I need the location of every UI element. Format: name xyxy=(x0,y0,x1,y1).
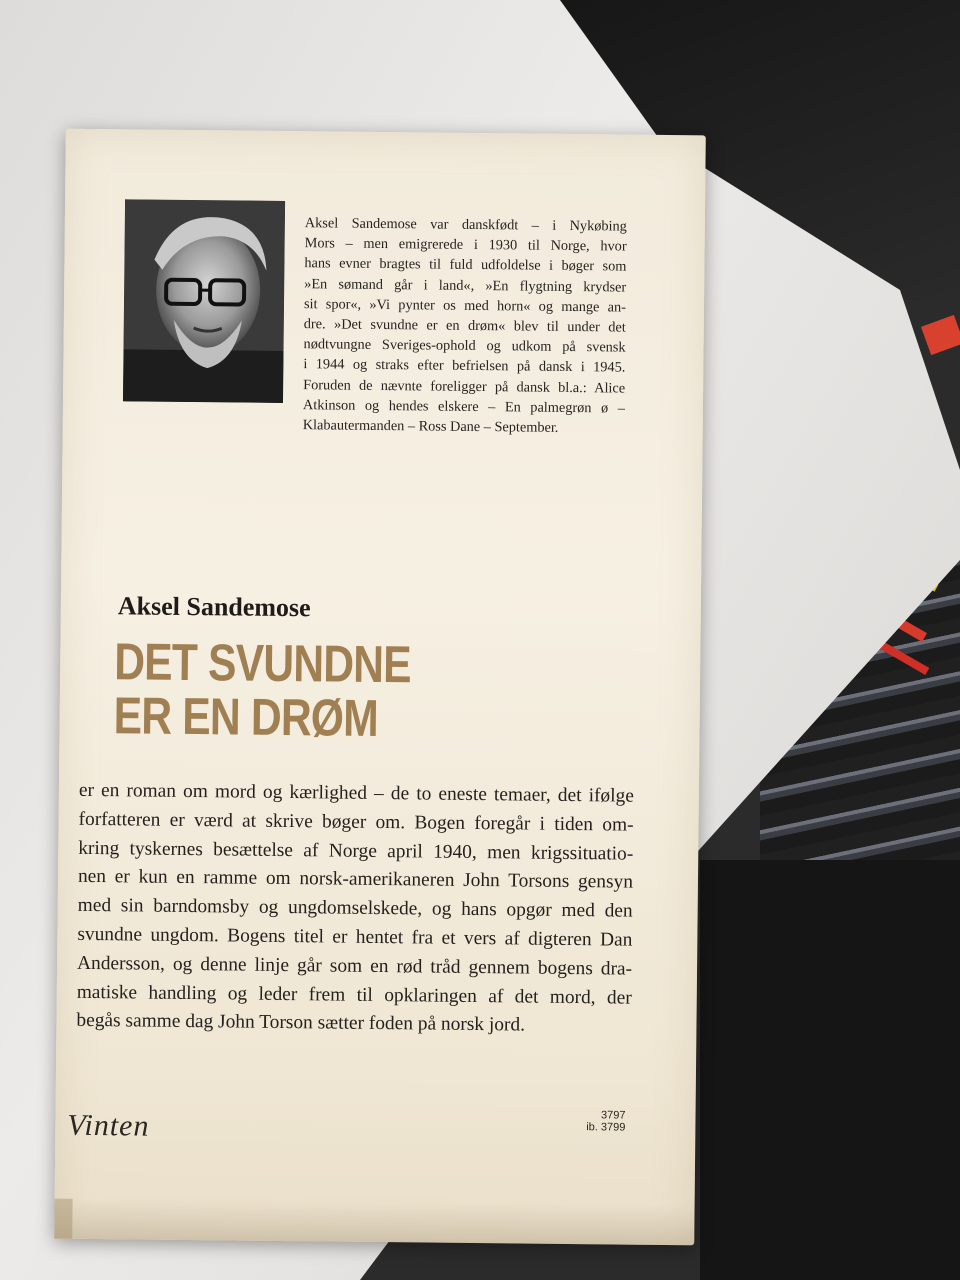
book-title-line: ER EN DRØM xyxy=(113,687,379,748)
author-portrait-image xyxy=(123,199,285,403)
author-portrait xyxy=(123,199,285,403)
catalog-code: ib. 3799 xyxy=(586,1121,626,1134)
blurb-line: svundne ungdom. Bogens titel er hentet fra et vers af digteren Dan xyxy=(77,923,633,951)
blurb-line: begås samme dag John Torson sætter foden på norsk jord. xyxy=(76,1010,526,1036)
blurb-line: Andersson, og denne linje går som en rød tråd gennem bogens dra- xyxy=(76,952,633,980)
book-blurb xyxy=(76,777,634,1042)
book-back-cover xyxy=(54,129,706,1246)
blurb-line: nen er kun en ramme om norsk-amerikaneren John Torsons gensyn xyxy=(77,866,634,894)
bio-line: Klabautermanden – Ross Dane – September. xyxy=(302,417,559,436)
bio-line: hans evner bragtes til fuld udfoldelse i bøger som xyxy=(304,255,627,275)
cover-wear-mark xyxy=(54,1199,72,1239)
catalog-codes xyxy=(586,1109,625,1133)
author-name: Aksel Sandemose xyxy=(117,591,311,623)
bio-line: Atkinson og hendes elskere – En palmegrøn ø – xyxy=(302,397,626,417)
bio-line: Mors – men emigrerede i 1930 til Norge, hvor xyxy=(304,235,627,255)
blurb-line: matiske handling og leder frem til opklaringen af det mord, der xyxy=(76,981,632,1009)
background-dark-object xyxy=(700,860,960,1280)
blurb-line: forfatteren er værd at skrive bøger om. Bogen foregår i tiden om- xyxy=(78,808,634,836)
publisher-logo: Vinten xyxy=(67,1108,150,1143)
author-bio xyxy=(303,213,627,439)
bio-line: dre. »Det svundne er en drøm« blev til under det xyxy=(303,316,626,336)
bio-line: Aksel Sandemose var danskfødt – i Nykøbing xyxy=(304,215,627,235)
bio-line: i 1944 og straks efter befrielsen på dansk i 1945. xyxy=(303,356,626,376)
bio-line: nødtvungne Sveriges-ophold og udkom på svensk xyxy=(303,336,626,356)
blurb-line: er en roman om mord og kærlighed – de to eneste temaer, det ifølge xyxy=(78,779,634,807)
blurb-line: med sin barndomsby og ungdomselskede, og hans opgør med den xyxy=(77,895,633,922)
bio-line: »En sømand går i land«, »En flygtning krydser xyxy=(304,275,627,296)
bio-line: sit spor«, »Vi pynter os med horn« og mange an- xyxy=(303,295,627,316)
book-title-line: DET SVUNDNE xyxy=(113,633,412,695)
book-title xyxy=(113,635,411,746)
bio-line: Foruden de nævnte foreligger på dansk bl.a.: Alice xyxy=(303,376,626,397)
catalog-code: 3797 xyxy=(600,1109,626,1122)
blurb-line: kring tyskernes besættelse af Norge april 1940, men krigssituatio- xyxy=(78,837,634,865)
background-red-object xyxy=(921,315,960,355)
